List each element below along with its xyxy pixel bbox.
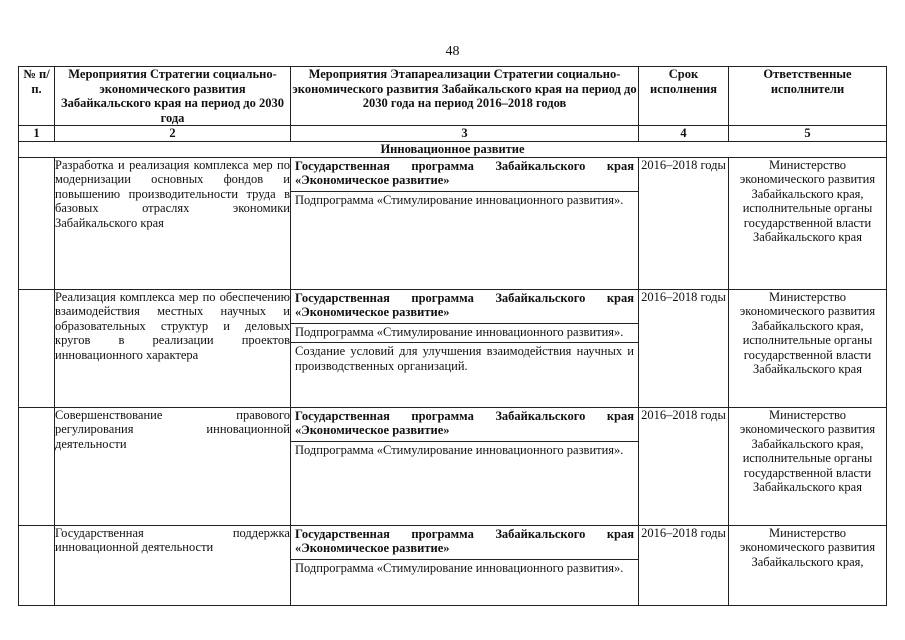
stage-measure-cell	[291, 525, 639, 605]
row-number	[19, 157, 55, 289]
term-cell: 2016–2018 годы	[639, 289, 729, 407]
state-program-text: Государственная программа Забайкальского края «Экономическое развитие»	[291, 526, 638, 560]
stage-measure-cell	[291, 157, 639, 289]
subprogram-text: Подпрограмма «Стимулирование инновационного развития».	[295, 192, 624, 207]
strategy-measure-cell: Реализация комплекса мер по обеспечению взаимодействия местных научных и образовательных структур и деловых кругов в реализации проектов инновационного характера	[55, 289, 291, 407]
table-header-row	[19, 67, 887, 126]
table-row	[19, 289, 887, 407]
state-program-text: Государственная программа Забайкальского края «Экономическое развитие»	[291, 158, 638, 192]
executors-cell: Министерство экономического развития Забайкальского края,	[729, 525, 887, 605]
strategy-measure-cell: Разработка и реализация комплекса мер по модернизации основных фондов и повышению производительности труда в базовых отраслях экономики Забайкальского края	[55, 157, 291, 289]
subprogram-text: Подпрограмма «Стимулирование инновационного развития».	[291, 324, 638, 344]
page-number: 48	[445, 44, 460, 59]
header-number: № п/п.	[19, 67, 55, 126]
section-title: Инновационное развитие	[19, 142, 887, 158]
column-number: 2	[55, 126, 291, 142]
state-program-text: Государственная программа Забайкальского края «Экономическое развитие»	[291, 408, 638, 442]
row-number	[19, 289, 55, 407]
table-row	[19, 157, 887, 289]
column-number: 5	[729, 126, 887, 142]
strategy-measure-cell: Совершенствование правового регулирования инновационной деятельности	[55, 407, 291, 525]
table-row	[19, 525, 887, 605]
row-number	[19, 525, 55, 605]
section-row	[19, 142, 887, 158]
header-term: Срок исполнения	[639, 67, 729, 126]
term-cell: 2016–2018 годы	[639, 407, 729, 525]
executors-cell: Министерство экономического развития Забайкальского края, исполнительные органы государственной власти Забайкальского края	[729, 157, 887, 289]
header-executors: Ответственные исполнители	[729, 67, 887, 126]
executors-cell: Министерство экономического развития Забайкальского края, исполнительные органы государственной власти Забайкальского края	[729, 289, 887, 407]
header-strategy-measures: Мероприятия Стратегии социально-экономического развития Забайкальского края на период до 2030 года	[55, 67, 291, 126]
column-numbers-row	[19, 126, 887, 142]
column-number: 4	[639, 126, 729, 142]
column-number: 1	[19, 126, 55, 142]
column-number: 3	[291, 126, 639, 142]
header-stage-measures: Мероприятия Этапареализации Стратегии социально-экономического развития Забайкальского края на период до 2030 года на период 2016–2018 годов	[291, 67, 639, 126]
strategy-measure-cell: Государственная поддержка инновационной деятельности	[55, 525, 291, 605]
table-row	[19, 407, 887, 525]
state-program-text: Государственная программа Забайкальского края «Экономическое развитие»	[291, 290, 638, 324]
term-cell: 2016–2018 годы	[639, 157, 729, 289]
executors-cell: Министерство экономического развития Забайкальского края, исполнительные органы государственной власти Забайкальского края	[729, 407, 887, 525]
strategy-measures-table	[18, 66, 887, 606]
subprogram-text: Подпрограмма «Стимулирование инновационного развития».	[295, 560, 624, 575]
term-cell: 2016–2018 годы	[639, 525, 729, 605]
row-number	[19, 407, 55, 525]
measure-detail-text: Создание условий для улучшения взаимодействия научных и производственных организаций.	[295, 344, 634, 373]
stage-measure-cell	[291, 407, 639, 525]
subprogram-text: Подпрограмма «Стимулирование инновационного развития».	[295, 442, 624, 457]
stage-measure-cell	[291, 289, 639, 407]
